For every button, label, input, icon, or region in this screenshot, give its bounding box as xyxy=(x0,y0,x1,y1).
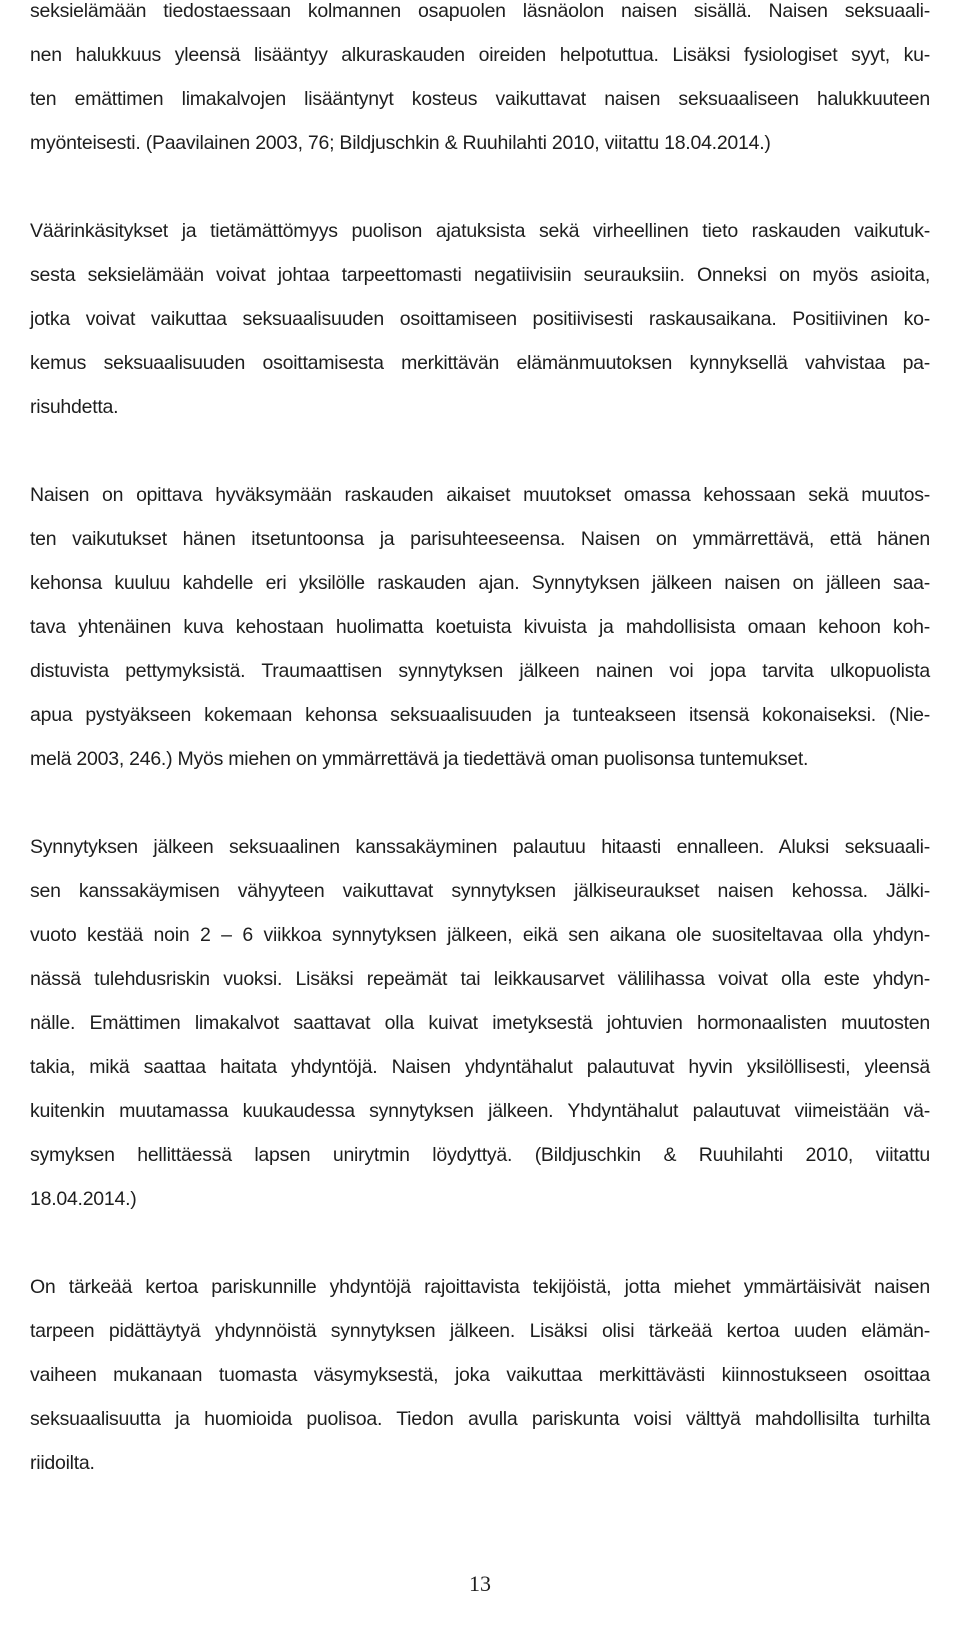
text-line: jotka voivat vaikuttaa seksuaalisuuden osoittamiseen positiivisesti raskausaikana. Positiivinen ko- xyxy=(30,308,930,330)
text-line: nässä tulehdusriskin vuoksi. Lisäksi repeämät tai leikkausarvet välilihassa voivat olla este yhdyn- xyxy=(30,968,930,990)
text-line: nen halukkuus yleensä lisääntyy alkuraskauden oireiden helpotuttua. Lisäksi fysiologiset syyt, ku- xyxy=(30,44,930,66)
page-number: 13 xyxy=(469,1571,491,1596)
text-line: takia, mikä saattaa haitata yhdyntöjä. Naisen yhdyntähalut palautuvat hyvin yksilöllisesti, yleensä xyxy=(30,1056,930,1078)
text-line: Väärinkäsitykset ja tietämättömyys puolison ajatuksista sekä virheellinen tieto raskauden vaikutuk- xyxy=(30,220,930,242)
text-line: tarpeen pidättäytyä yhdynnöistä synnytyksen jälkeen. Lisäksi olisi tärkeää kertoa uuden elämän- xyxy=(30,1320,930,1342)
text-line: kuitenkin muutamassa kuukaudessa synnytyksen jälkeen. Yhdyntähalut palautuvat viimeistään vä- xyxy=(30,1100,930,1122)
text-line: distuvista pettymyksistä. Traumaattisen synnytyksen jälkeen nainen voi jopa tarvita ulkopuolista xyxy=(30,660,930,682)
text-line: vaiheen mukanaan tuomasta väsymyksestä, joka vaikuttaa merkittävästi kiinnostukseen osoittaa xyxy=(30,1364,930,1386)
text-line: kemus seksuaalisuuden osoittamisesta merkittävän elämänmuutoksen kynnyksellä vahvistaa pa- xyxy=(30,352,930,374)
text-line: melä 2003, 246.) Myös miehen on ymmärrettävä ja tiedettävä oman puolisonsa tuntemukset. xyxy=(30,748,809,770)
text-line: riidoilta. xyxy=(30,1452,95,1474)
text-line: nälle. Emättimen limakalvot saattavat olla kuivat imetyksestä johtuvien hormonaalisten muutosten xyxy=(30,1012,930,1034)
text-line: sen kanssakäymisen vähyyteen vaikuttavat synnytyksen jälkiseuraukset naisen kehossa. Jälki- xyxy=(30,880,930,902)
text-line: myönteisesti. (Paavilainen 2003, 76; Bildjuschkin & Ruuhilahti 2010, viitattu 18.04.2014.) xyxy=(30,132,771,154)
text-line: 18.04.2014.) xyxy=(30,1188,137,1210)
text-line: Naisen on opittava hyväksymään raskauden aikaiset muutokset omassa kehossaan sekä muutos- xyxy=(30,484,930,506)
text-line: seksuaalisuutta ja huomioida puolisoa. Tiedon avulla pariskunta voisi välttyä mahdollisilta turhilta xyxy=(30,1408,930,1430)
text-line: Synnytyksen jälkeen seksuaalinen kanssakäyminen palautuu hitaasti ennalleen. Aluksi seksuaali- xyxy=(30,836,930,858)
text-line: ten vaikutukset hänen itsetuntoonsa ja parisuhteeseensa. Naisen on ymmärrettävä, että hänen xyxy=(30,528,930,550)
text-line: apua pystyäkseen kokemaan kehonsa seksuaalisuuden ja tunteakseen itsensä kokonaiseksi. (Nie- xyxy=(30,704,930,726)
text-line: symyksen hellittäessä lapsen unirytmin löydyttyä. (Bildjuschkin & Ruuhilahti 2010, viitattu xyxy=(30,1144,930,1166)
text-line: risuhdetta. xyxy=(30,396,119,418)
text-line: kehonsa kuuluu kahdelle eri yksilölle raskauden ajan. Synnytyksen jälkeen naisen on jälleen saa- xyxy=(30,572,930,594)
text-line: seksielämään tiedostaessaan kolmannen osapuolen läsnäolon naisen sisällä. Naisen seksuaali- xyxy=(30,0,930,22)
text-line: sesta seksielämään voivat johtaa tarpeettomasti negatiivisiin seurauksiin. Onneksi on myös asioita, xyxy=(30,264,930,286)
text-line: vuoto kestää noin 2 – 6 viikkoa synnytyksen jälkeen, eikä sen aikana ole suositeltavaa olla yhdyn- xyxy=(30,924,930,946)
text-line: On tärkeää kertoa pariskunnille yhdyntöjä rajoittavista tekijöistä, jotta miehet ymmärtäisivät naisen xyxy=(30,1276,930,1298)
text-line: ten emättimen limakalvojen lisääntynyt kosteus vaikuttavat naisen seksuaaliseen halukkuuteen xyxy=(30,88,930,110)
text-line: tava yhtenäinen kuva kehostaan huolimatta koetuista kivuista ja mahdollisista omaan kehoon koh- xyxy=(30,616,930,638)
